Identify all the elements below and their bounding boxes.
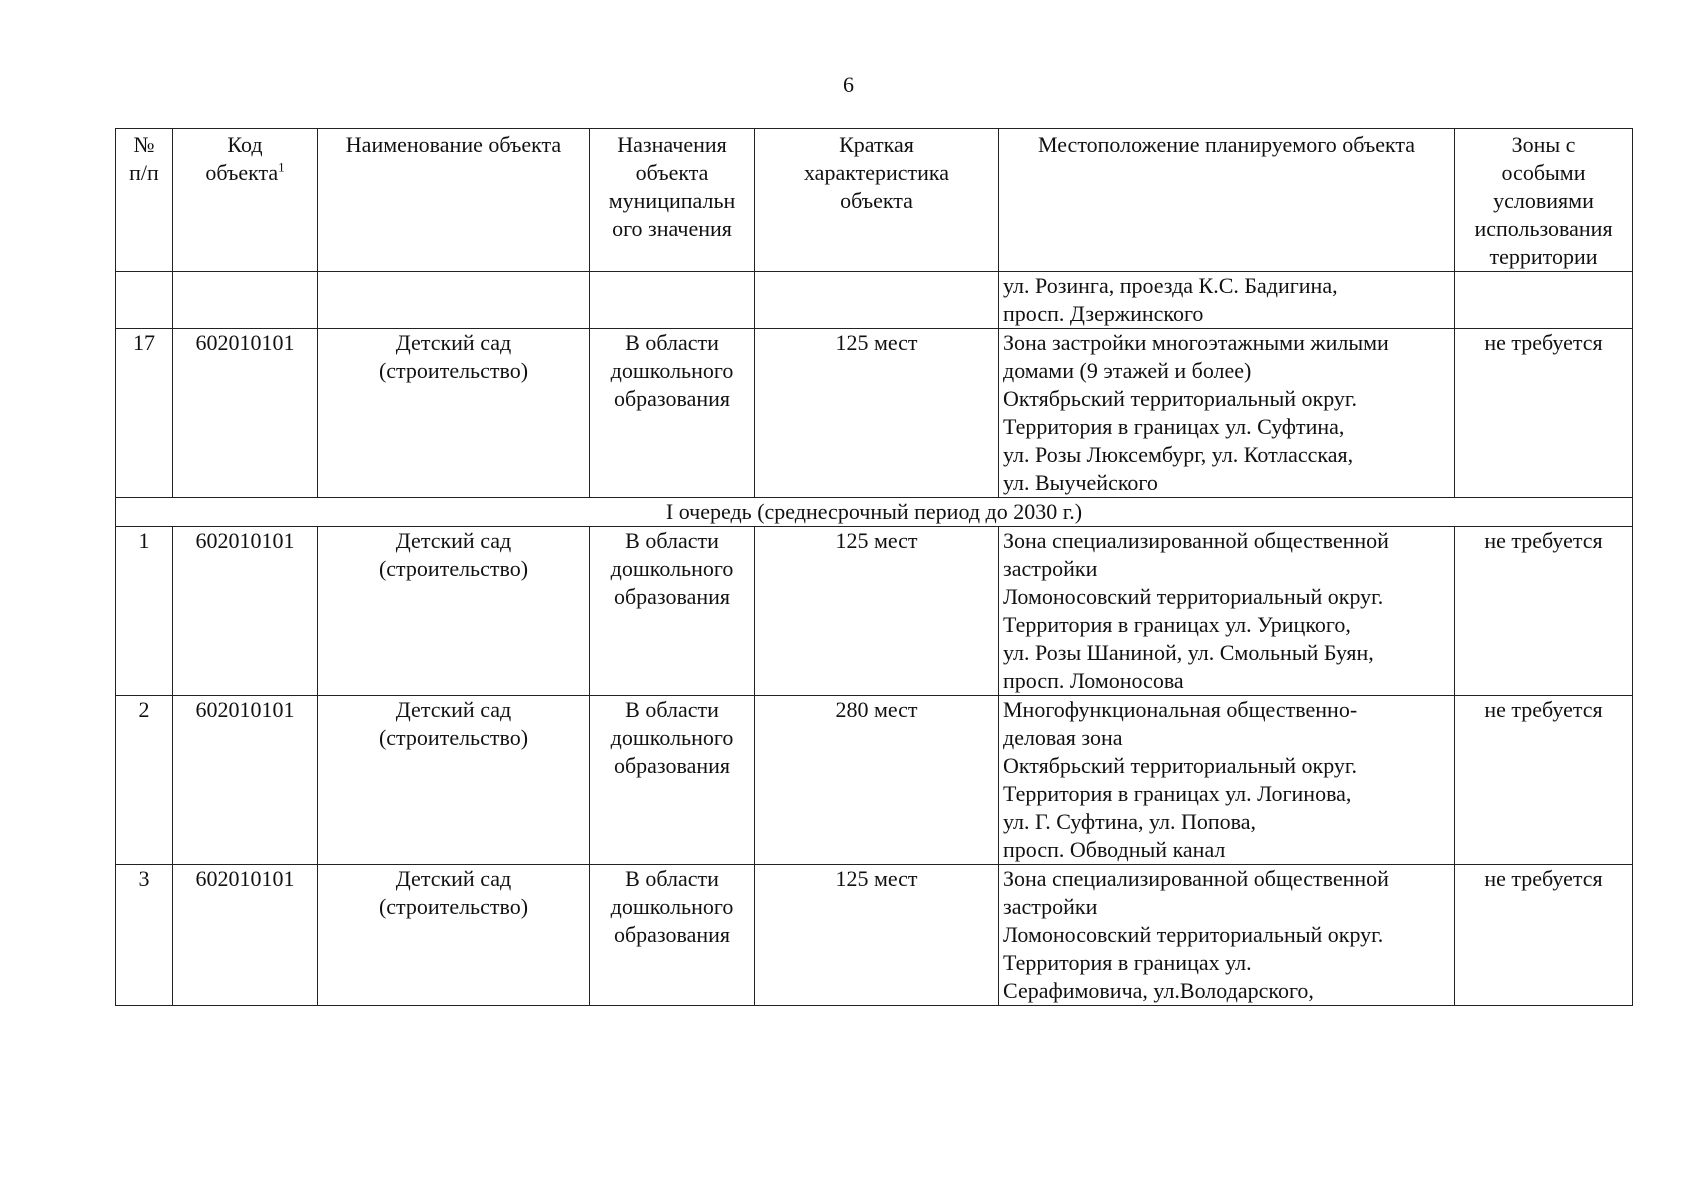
cell-zones: не требуется (1455, 696, 1633, 865)
cell-purpose: В области дошкольного образования (590, 865, 755, 1006)
cell-purpose: В области дошкольного образования (590, 696, 755, 865)
header-character: Краткая характеристика объекта (755, 129, 999, 272)
cell-character: 125 мест (755, 527, 999, 696)
cell-location: Зона застройки многоэтажными жилыми домами (9 этажей и более) Октябрьский территориальный округ. Территория в границах ул. Суфтина, ул. Розы Люксембург, ул. Котласская, ул. Выучейского (999, 329, 1455, 498)
cell-num: 2 (116, 696, 173, 865)
page-number: 6 (843, 72, 854, 97)
cell-num: 3 (116, 865, 173, 1006)
cell-code: 602010101 (173, 865, 318, 1006)
table-header-row (116, 129, 1633, 272)
table-row (116, 696, 1633, 865)
table-row (116, 527, 1633, 696)
table-row (116, 329, 1633, 498)
cell-num: 17 (116, 329, 173, 498)
header-num: № п/п (116, 129, 173, 272)
cell-zones: не требуется (1455, 865, 1633, 1006)
header-zones: Зоны с особыми условиями использования территории (1455, 129, 1633, 272)
cell-name: Детский сад (строительство) (318, 865, 590, 1006)
header-purpose: Назначения объекта муниципальн ого значения (590, 129, 755, 272)
cell-location: ул. Розинга, проезда К.С. Бадигина, просп. Дзержинского (999, 272, 1455, 329)
cell-character: 125 мест (755, 329, 999, 498)
cell-location: Многофункциональная общественно- деловая зона Октябрьский территориальный округ. Территория в границах ул. Логинова, ул. Г. Суфтина, ул. Попова, просп. Обводный канал (999, 696, 1455, 865)
cell-purpose: В области дошкольного образования (590, 527, 755, 696)
cell-character: 125 мест (755, 865, 999, 1006)
objects-table (115, 128, 1633, 1006)
table-row-continuation (116, 272, 1633, 329)
cell-zones: не требуется (1455, 329, 1633, 498)
cell-name: Детский сад (строительство) (318, 527, 590, 696)
cell-name: Детский сад (строительство) (318, 329, 590, 498)
cell-num: 1 (116, 527, 173, 696)
cell-location: Зона специализированной общественной застройки Ломоносовский территориальный округ. Территория в границах ул. Серафимовича, ул.Володарского, (999, 865, 1455, 1006)
cell-name: Детский сад (строительство) (318, 696, 590, 865)
section-title: I очередь (среднесрочный период до 2030 г.) (116, 498, 1633, 527)
cell-location: Зона специализированной общественной застройки Ломоносовский территориальный округ. Территория в границах ул. Урицкого, ул. Розы Шаниной, ул. Смольный Буян, просп. Ломоносова (999, 527, 1455, 696)
section-heading-row (116, 498, 1633, 527)
cell-code: 602010101 (173, 696, 318, 865)
table-row (116, 865, 1633, 1006)
cell-code: 602010101 (173, 527, 318, 696)
cell-character: 280 мест (755, 696, 999, 865)
cell-code: 602010101 (173, 329, 318, 498)
footnote-marker: 1 (278, 159, 285, 175)
header-code: Код объекта$^1$ (173, 129, 318, 272)
header-location: Местоположение планируемого объекта (999, 129, 1455, 272)
cell-zones: не требуется (1455, 527, 1633, 696)
header-name: Наименование объекта (318, 129, 590, 272)
cell-purpose: В области дошкольного образования (590, 329, 755, 498)
